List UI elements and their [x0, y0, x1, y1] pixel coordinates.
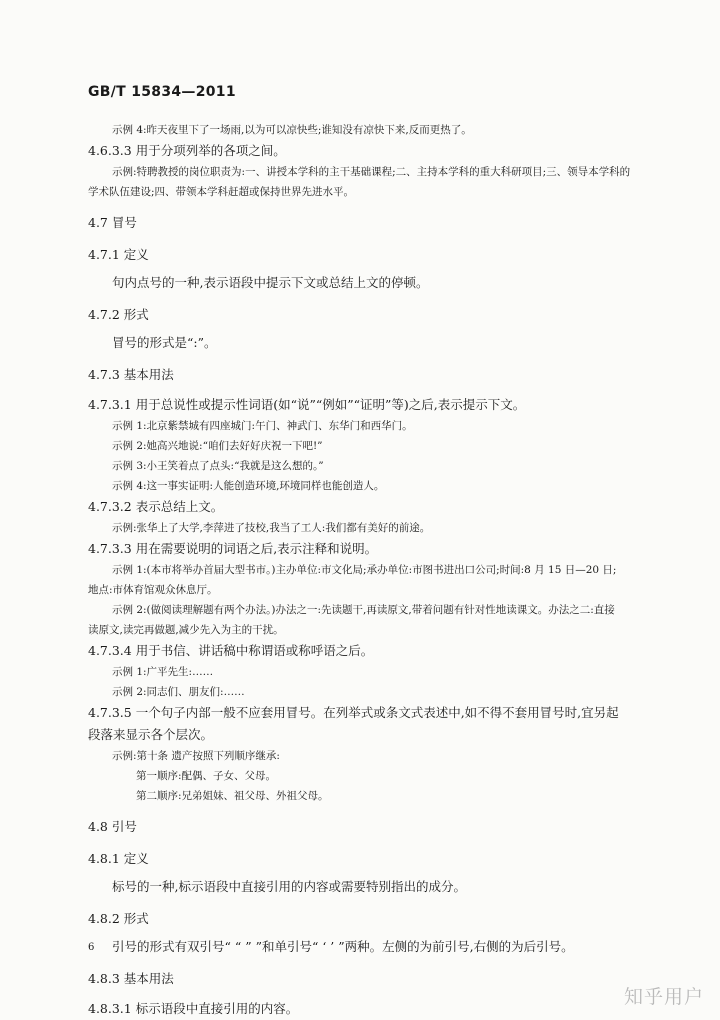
subsection-heading: 4.7.2 形式	[88, 307, 149, 322]
paragraph-line: 引号的形式有双引号“ “ ” ”和单引号“ ‘ ’ ”两种。左侧的为前引号,右侧的为后引号。	[112, 939, 574, 954]
standard-code-header: GB/T 15834—2011	[88, 84, 236, 100]
subsection-heading: 4.8.1 定义	[88, 851, 149, 866]
clause-line: 4.7.3.4 用于书信、讲话稿中称谓语或称呼语之后。	[88, 643, 374, 658]
example-line: 示例 1:广平先生:……	[112, 666, 214, 678]
example-line: 示例 4:这一事实证明:人能创造环境,环境同样也能创造人。	[112, 480, 385, 492]
example-line: 第一顺序:配偶、子女、父母。	[136, 770, 277, 782]
clause-line: 4.7.3.2 表示总结上文。	[88, 499, 224, 514]
clause-line: 4.6.3.3 用于分项列举的各项之间。	[88, 143, 286, 158]
document-body	[88, 120, 648, 1020]
watermark: 知乎用户	[623, 986, 704, 1008]
example-line: 示例:特聘教授的岗位职责为:一、讲授本学科的主干基础课程;二、主持本学科的重大科研项目;三、领导本学科的	[112, 166, 631, 178]
subsection-heading: 4.7.1 定义	[88, 247, 149, 262]
clause-line: 4.7.3.3 用在需要说明的词语之后,表示注释和说明。	[88, 541, 378, 556]
example-line: 示例 2:她高兴地说:“咱们去好好庆祝一下吧!”	[112, 440, 323, 452]
clause-line: 4.8.3.1 标示语段中直接引用的内容。	[88, 1001, 299, 1016]
section-heading: 4.7 冒号	[88, 215, 137, 230]
paragraph-line: 句内点号的一种,表示语段中提示下文或总结上文的停顿。	[112, 275, 429, 290]
paragraph-line: 标号的一种,标示语段中直接引用的内容或需要特别指出的成分。	[112, 879, 466, 894]
subsection-heading: 4.8.3 基本用法	[88, 971, 174, 986]
clause-line: 段落来显示各个层次。	[88, 727, 214, 742]
page-number: 6	[88, 942, 95, 953]
example-line: 示例 2:(做阅读理解题有两个办法。)办法之一:先读题干,再读原文,带着问题有针对性地读课文。办法之二:直接	[112, 604, 615, 616]
example-line: 地点:市体育馆观众休息厅。	[88, 584, 218, 596]
example-line: 示例 1:(本市将举办首届大型书市。)主办单位:市文化局;承办单位:市图书进出口公司;时间:8 月 15 日—20 日;	[112, 564, 617, 576]
clause-line: 4.7.3.1 用于总说性或提示性词语(如“说”“例如”“证明”等)之后,表示提示下文。	[88, 397, 526, 412]
example-line: 示例 4:昨天夜里下了一场雨,以为可以凉快些;谁知没有凉快下来,反而更热了。	[112, 124, 472, 136]
example-line: 学术队伍建设;四、带领本学科赶超或保持世界先进水平。	[88, 186, 355, 198]
paragraph-line: 冒号的形式是“:”。	[112, 335, 217, 350]
section-heading: 4.8 引号	[88, 819, 137, 834]
clause-line: 4.7.3.5 一个句子内部一般不应套用冒号。在列举式或条文式表述中,如不得不套用冒号时,宜另起	[88, 705, 619, 720]
subsection-heading: 4.8.2 形式	[88, 911, 149, 926]
subsection-heading: 4.7.3 基本用法	[88, 367, 174, 382]
example-line: 示例:张华上了大学,李萍进了技校,我当了工人:我们都有美好的前途。	[112, 522, 431, 534]
example-line: 示例:第十条 遗产按照下列顺序继承:	[112, 750, 280, 762]
example-line: 第二顺序:兄弟姐妹、祖父母、外祖父母。	[136, 790, 329, 802]
example-line: 示例 1:北京紫禁城有四座城门:午门、神武门、东华门和西华门。	[112, 420, 413, 432]
example-line: 读原文,读完再做题,减少先入为主的干扰。	[88, 624, 284, 636]
example-line: 示例 3:小王笑着点了点头:“我就是这么想的。”	[112, 460, 324, 472]
example-line: 示例 2:同志们、朋友们:……	[112, 686, 245, 698]
